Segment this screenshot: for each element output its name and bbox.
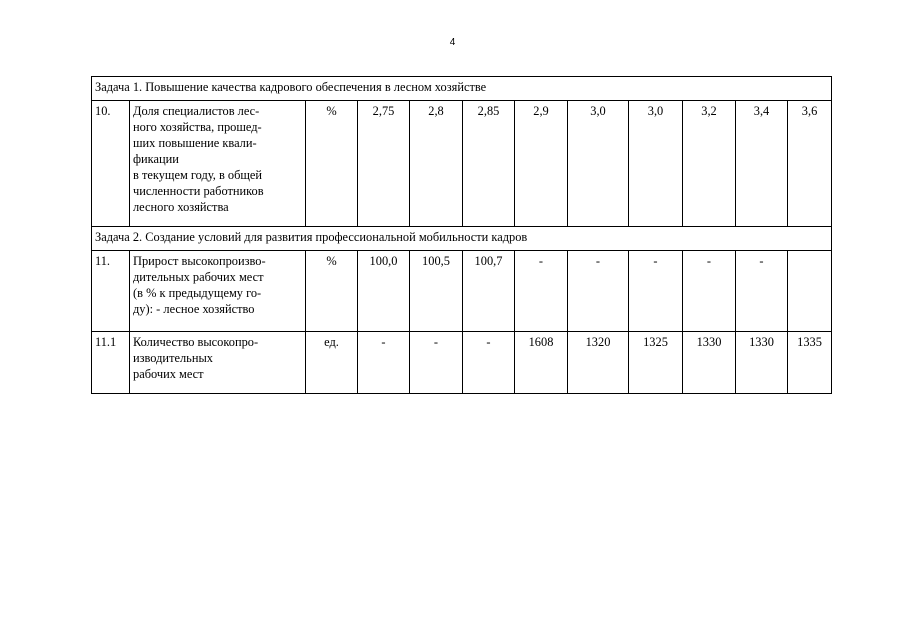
value-cell: -: [515, 251, 568, 332]
row-number: 10.: [92, 101, 130, 227]
value-cell: 3,0: [568, 101, 629, 227]
value-cell: 3,6: [788, 101, 832, 227]
value-cell: 1325: [629, 332, 683, 394]
table-row: [92, 251, 832, 332]
row-number: 11.: [92, 251, 130, 332]
value-cell: 2,9: [515, 101, 568, 227]
unit-cell: %: [306, 101, 358, 227]
value-cell: 100,7: [463, 251, 515, 332]
task-header-row: [92, 77, 832, 101]
unit-cell: ед.: [306, 332, 358, 394]
unit-cell: %: [306, 251, 358, 332]
value-cell: -: [410, 332, 463, 394]
indicators-table: [91, 76, 832, 394]
value-cell: 100,5: [410, 251, 463, 332]
task-title: Задача 2. Создание условий для развития профессиональной мобильности кадров: [92, 227, 832, 251]
indicator-name: Прирост высокопроизво- дительных рабочих мест (в % к предыдущему го- ду): - лесное хозяйство: [130, 251, 306, 332]
value-cell: 2,8: [410, 101, 463, 227]
value-cell: -: [629, 251, 683, 332]
value-cell: 1335: [788, 332, 832, 394]
task-title: Задача 1. Повышение качества кадрового обеспечения в лесном хозяйстве: [92, 77, 832, 101]
page-number: 4: [449, 37, 456, 48]
value-cell: 2,85: [463, 101, 515, 227]
row-number: 11.1: [92, 332, 130, 394]
indicator-name: Доля специалистов лес- ного хозяйства, прошед- ших повышение квали- фикации в текущем году, в общей численности работников лесного хозяйства: [130, 101, 306, 227]
value-cell: 1330: [736, 332, 788, 394]
value-cell: 1320: [568, 332, 629, 394]
value-cell: 3,0: [629, 101, 683, 227]
value-cell: 1330: [683, 332, 736, 394]
value-cell: 2,75: [358, 101, 410, 227]
value-cell: 3,4: [736, 101, 788, 227]
value-cell: -: [568, 251, 629, 332]
value-cell: 100,0: [358, 251, 410, 332]
value-cell: -: [736, 251, 788, 332]
value-cell: -: [683, 251, 736, 332]
indicator-name: Количество высокопро- изводительных рабочих мест: [130, 332, 306, 394]
value-cell: 1608: [515, 332, 568, 394]
value-cell: [788, 251, 832, 332]
table-row: [92, 101, 832, 227]
task-header-row: [92, 227, 832, 251]
value-cell: -: [358, 332, 410, 394]
value-cell: -: [463, 332, 515, 394]
value-cell: 3,2: [683, 101, 736, 227]
table-row: [92, 332, 832, 394]
